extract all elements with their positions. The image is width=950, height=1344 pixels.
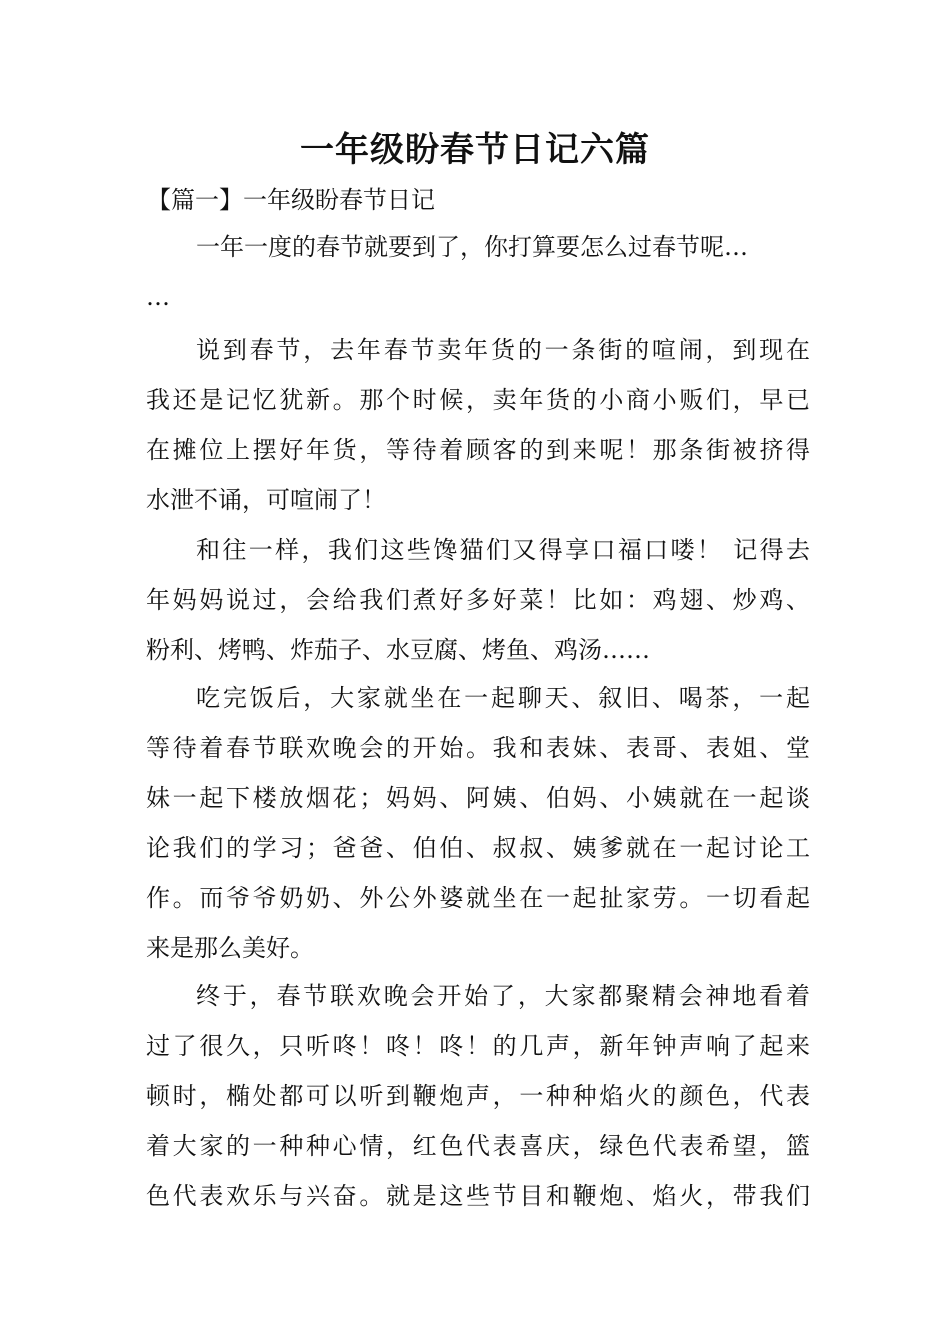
paragraph-line: 一年一度的春节就要到了，你打算要怎么过春节呢…: [196, 233, 748, 261]
document-title: 一年级盼春节日记六篇: [300, 130, 650, 170]
paragraph-line: 说到春节，去年春节卖年货的一条街的喧闹，到现在: [196, 336, 810, 364]
paragraph-line: 妹一起下楼放烟花；妈妈、阿姨、伯妈、小姨就在一起谈: [146, 784, 810, 812]
paragraph-line: 在摊位上摆好年货，等待着顾客的到来呢！那条街被挤得: [146, 436, 810, 464]
paragraph-line: 来是那么美好。: [146, 934, 314, 962]
paragraph-line: …: [146, 283, 170, 311]
paragraph-2: [146, 325, 810, 525]
paragraph-line: 论我们的学习；爸爸、伯伯、叔叔、姨爹就在一起讨论工: [146, 834, 810, 862]
paragraph-line: 粉利、烤鸭、炸茄子、水豆腐、烤鱼、鸡汤……: [146, 636, 650, 664]
paragraph-1: [146, 222, 810, 322]
paragraph-line: 终于，春节联欢晚会开始了，大家都聚精会神地看着: [196, 982, 810, 1010]
paragraph-line: 作。而爷爷奶奶、外公外婆就坐在一起扯家劳。一切看起: [146, 884, 810, 912]
paragraph-line: 顿时，椭处都可以听到鞭炮声，一种种焰火的颜色，代表: [146, 1082, 810, 1110]
paragraph-line: 吃完饭后，大家就坐在一起聊天、叙旧、喝茶，一起: [196, 684, 810, 712]
paragraph-3: [146, 525, 810, 675]
paragraph-line: 我还是记忆犹新。那个时候，卖年货的小商小贩们，早已: [146, 386, 810, 414]
paragraph-5: [146, 971, 810, 1221]
paragraph-4: [146, 673, 810, 973]
section-heading: 【篇一】一年级盼春节日记: [147, 186, 435, 214]
paragraph-line: 着大家的一种种心情，红色代表喜庆，绿色代表希望，篮: [146, 1132, 810, 1160]
paragraph-line: 年妈妈说过，会给我们煮好多好菜！比如：鸡翅、炒鸡、: [146, 586, 810, 614]
paragraph-line: 和往一样，我们这些馋猫们又得享口福口喽！ 记得去: [196, 536, 810, 564]
paragraph-line: 水泄不诵，可喧闹了！: [146, 486, 386, 514]
paragraph-line: 过了很久，只听咚！咚！咚！的几声，新年钟声响了起来: [146, 1032, 810, 1060]
paragraph-line: 等待着春节联欢晚会的开始。我和表妹、表哥、表姐、堂: [146, 734, 810, 762]
paragraph-line: 色代表欢乐与兴奋。就是这些节目和鞭炮、焰火，带我们: [146, 1182, 810, 1210]
